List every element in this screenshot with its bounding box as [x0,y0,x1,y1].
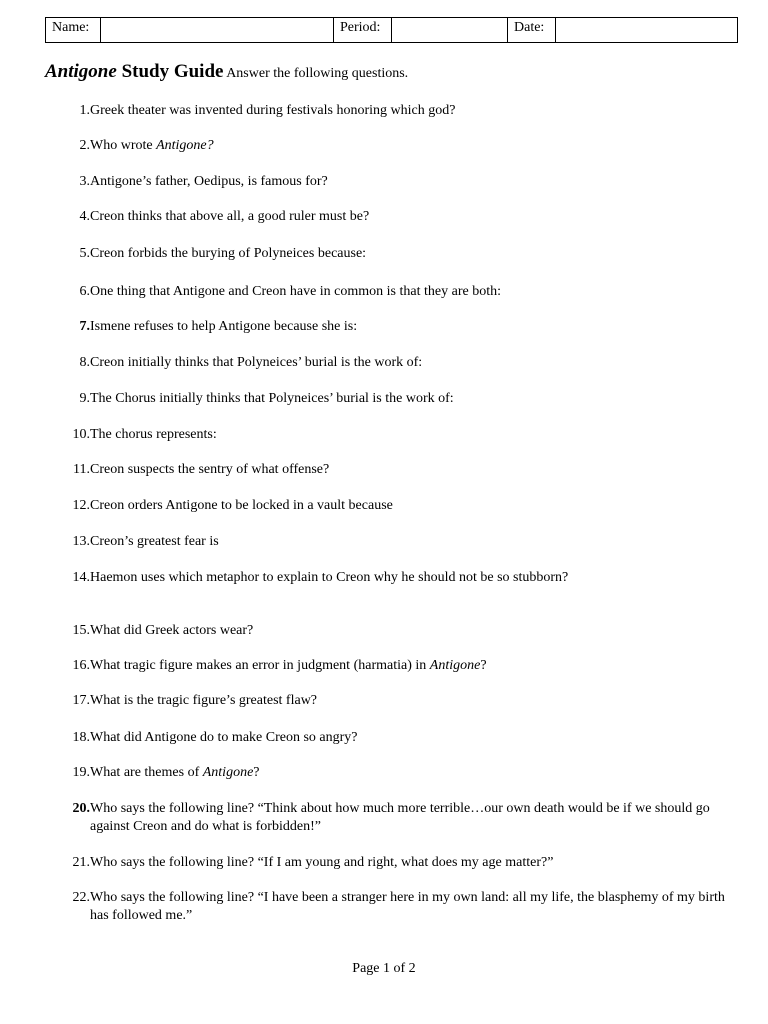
question-text: One thing that Antigone and Creon have in common is that they are both: [90,284,501,299]
question-number: 16. [72,658,90,673]
title-main-text: Study Guide [116,61,224,82]
question-text: Creon orders Antigone to be locked in a vault because [90,498,393,513]
period-label: Period: [334,18,392,43]
question-item [64,137,734,155]
question-number: 17. [72,693,90,708]
header-info-table [45,17,738,43]
question-item [64,102,734,120]
question-item [64,569,734,587]
question-item [64,764,734,782]
name-field[interactable] [101,18,334,43]
page-footer: Page 1 of 2 [352,961,416,976]
question-text: Antigone’s father, Oedipus, is famous for? [90,174,328,189]
question-number: 7. [79,319,90,334]
name-label: Name: [46,18,101,43]
question-item [64,533,734,551]
question-item [64,497,734,515]
question-text: What did Greek actors wear? [90,623,254,638]
question-item [64,889,734,925]
question-text: Creon initially thinks that Polyneices’ burial is the work of: [90,355,423,370]
question-item [64,854,734,872]
question-number: 1. [79,103,90,118]
question-item [64,208,734,226]
question-item [64,354,734,372]
question-item [64,318,734,336]
date-label: Date: [508,18,556,43]
question-item [64,426,734,444]
question-text: Who wrote Antigone? [90,138,214,153]
question-text: What tragic figure makes an error in judgment (harmatia) in Antigone? [90,658,487,673]
question-item [64,245,734,263]
question-item [64,173,734,191]
question-item [64,461,734,479]
question-number: 18. [72,730,90,745]
question-text: Haemon uses which metaphor to explain to Creon why he should not be so stubborn? [90,570,569,585]
question-number: 22. [72,890,90,905]
question-number: 8. [79,355,90,370]
question-number: 21. [72,855,90,870]
question-text: Who says the following line? “I have been a stranger here in my own land: all my life, the blasphemy of my birth has followed me.” [90,890,725,923]
question-number: 12. [72,498,90,513]
question-number: 3. [79,174,90,189]
question-number: 20. [72,801,90,816]
question-number: 10. [72,427,90,442]
question-number: 19. [72,765,90,780]
question-text: Creon suspects the sentry of what offense? [90,462,330,477]
question-number: 6. [79,284,90,299]
question-text: Creon’s greatest fear is [90,534,219,549]
question-number: 11. [73,462,90,477]
question-text: What are themes of Antigone? [90,765,260,780]
question-text: Creon thinks that above all, a good ruler must be? [90,209,370,224]
question-item [64,622,734,640]
title-work-name: Antigone [45,61,117,82]
question-number: 4. [79,209,90,224]
question-number: 13. [72,534,90,549]
question-item [64,729,734,747]
question-item [64,390,734,408]
question-number: 9. [79,391,90,406]
title-instructions: Answer the following questions. [223,66,409,81]
question-number: 15. [72,623,90,638]
question-text: Who says the following line? “If I am young and right, what does my age matter?” [90,855,554,870]
question-text: Greek theater was invented during festivals honoring which god? [90,103,456,118]
question-number: 14. [72,570,90,585]
question-text: What is the tragic figure’s greatest flaw? [90,693,318,708]
question-number: 2. [79,138,90,153]
question-text: Ismene refuses to help Antigone because she is: [90,319,358,334]
question-text: What did Antigone do to make Creon so angry? [90,730,358,745]
date-field[interactable] [556,18,738,43]
question-item [64,283,734,301]
question-text: The chorus represents: [90,427,217,442]
question-number: 5. [79,246,90,261]
page-title [45,60,408,86]
question-text: Creon forbids the burying of Polyneices because: [90,246,367,261]
question-text: Who says the following line? “Think about how much more terrible…our own death would be if we should go against Creon and do what is forbidden!” [90,801,710,834]
question-item [64,692,734,710]
question-text: The Chorus initially thinks that Polyneices’ burial is the work of: [90,391,454,406]
period-field[interactable] [392,18,508,43]
question-item [64,800,734,836]
question-item [64,657,734,675]
